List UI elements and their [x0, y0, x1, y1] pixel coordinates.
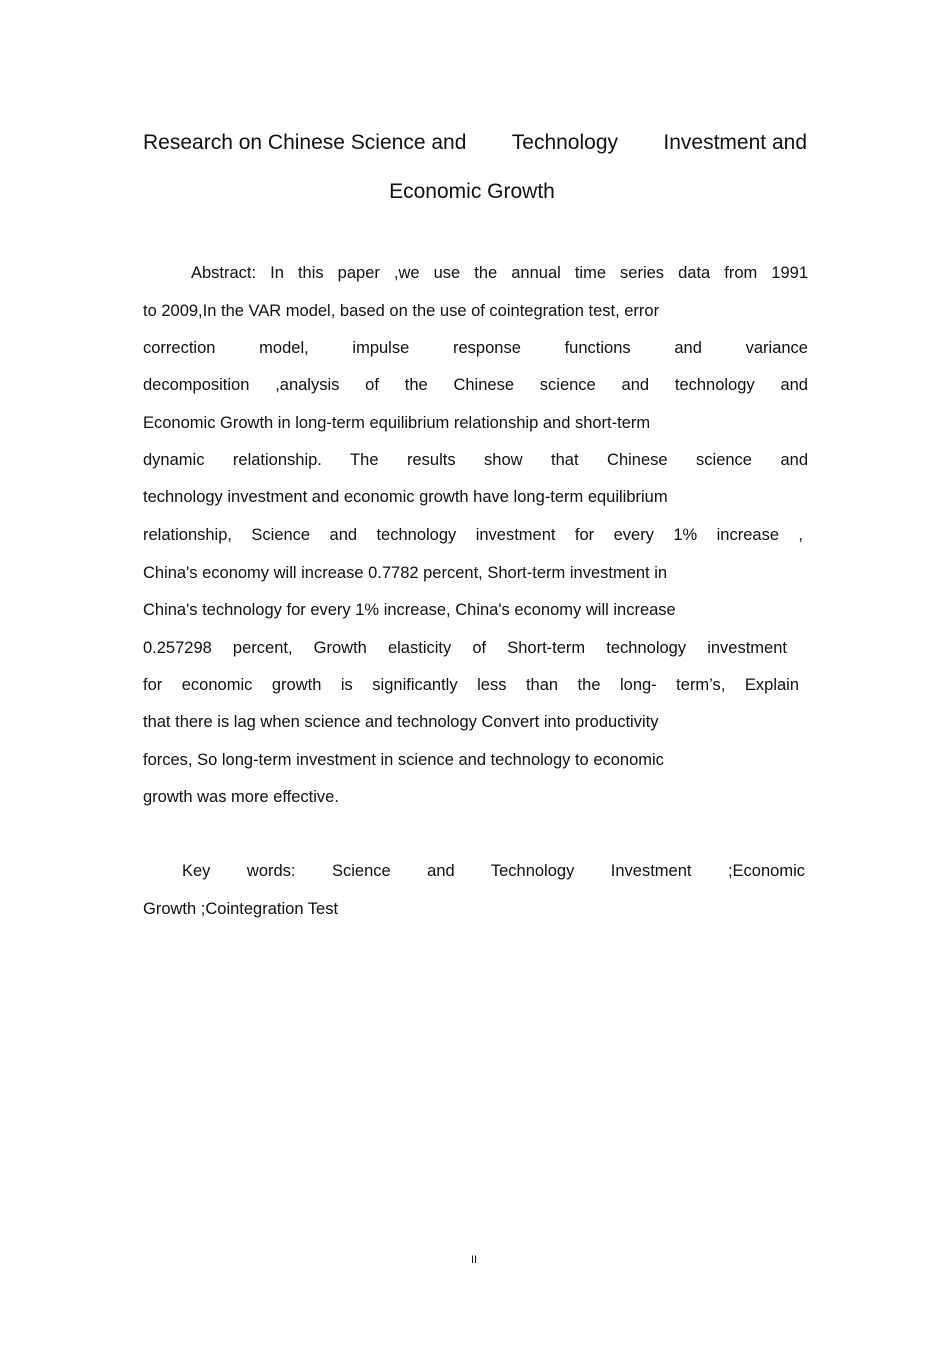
paper-title-part-2: Technology [511, 131, 619, 154]
paper-title-part-1: Research on Chinese Science and [143, 131, 467, 154]
abstract-line-1: Abstract: In this paper ,we use the annual time series data from 1991 [191, 264, 808, 282]
paper-title-part-3: Investment and [663, 131, 807, 154]
abstract-line-6: dynamic relationship. The results show that Chinese science and [143, 451, 808, 469]
abstract-line-5: Economic Growth in long-term equilibrium relationship and short-term [143, 414, 651, 432]
paper-title-line-1 [143, 131, 807, 155]
keywords-line-1: Key words: Science and Technology Investment ;Economic [182, 862, 805, 880]
page-number: II [470, 1254, 478, 1266]
abstract-line-13: that there is lag when science and technology Convert into productivity [143, 713, 659, 731]
abstract-line-14: forces, So long-term investment in science and technology to economic [143, 751, 664, 769]
abstract-line-11: 0.257298 percent, Growth elasticity of Short-term technology investment [143, 639, 787, 657]
abstract-line-15: growth was more effective. [143, 788, 339, 806]
paper-title-line-2: Economic Growth [389, 180, 555, 203]
keywords-line-2: Growth ;Cointegration Test [143, 900, 339, 918]
abstract-line-10: China's technology for every 1% increase, China's economy will increase [143, 601, 676, 619]
abstract-line-9: China's economy will increase 0.7782 percent, Short-term investment in [143, 564, 668, 582]
abstract-line-8: relationship, Science and technology investment for every 1% increase , [143, 526, 803, 544]
abstract-line-12: for economic growth is significantly less than the long- term’s, Explain [143, 676, 799, 694]
abstract-line-4: decomposition ,analysis of the Chinese science and technology and [143, 376, 808, 394]
abstract-line-3: correction model, impulse response functions and variance [143, 339, 808, 357]
abstract-line-7: technology investment and economic growth have long-term equilibrium [143, 488, 668, 506]
abstract-line-2: to 2009,In the VAR model, based on the use of cointegration test, error [143, 302, 660, 320]
